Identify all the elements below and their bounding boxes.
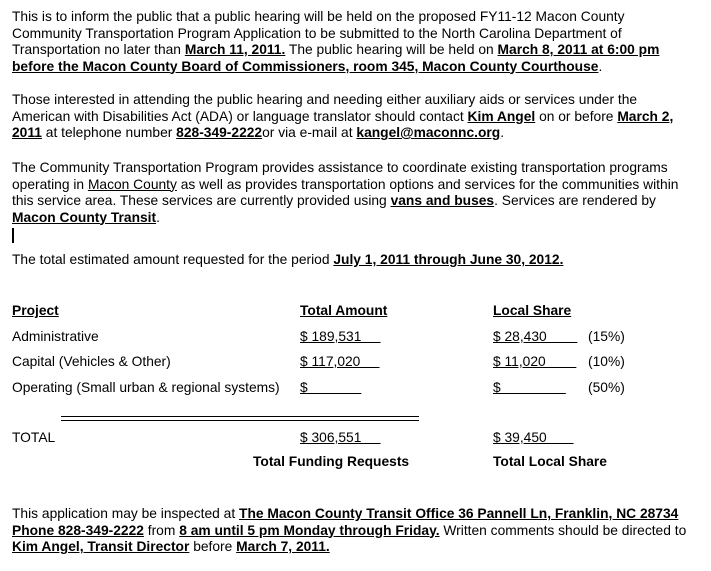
program-text-3: . Services are rendered by bbox=[494, 193, 656, 208]
inspection-text: This application may be inspected at bbox=[12, 506, 240, 521]
notice-paragraph bbox=[12, 9, 697, 75]
notice-text: This is to inform the public that a public hearing will be held on the proposed FY11-12 Macon County Community Transportation Program Application to be submitted to the North Carolina Department of Transportation no later than bbox=[12, 9, 625, 57]
inspection-text-2: from bbox=[143, 522, 180, 538]
punctuation: . bbox=[598, 58, 603, 74]
accessibility-paragraph bbox=[12, 92, 697, 142]
punctuation: . bbox=[500, 125, 505, 140]
row-project: Administrative bbox=[12, 329, 99, 344]
total-divider-top bbox=[61, 416, 419, 417]
period-paragraph bbox=[12, 252, 697, 269]
text-cursor bbox=[12, 228, 14, 243]
director-name: Kim Angel, Transit Director bbox=[12, 539, 190, 554]
row-local-share: $ 11,020 bbox=[493, 354, 577, 369]
submission-deadline: March 11, 2011. bbox=[184, 42, 286, 57]
transit-provider: Macon County Transit bbox=[12, 209, 157, 225]
row-total-amount: $ 189,531 bbox=[300, 329, 381, 344]
inspection-paragraph bbox=[12, 506, 697, 556]
program-text: The Community Transportation Program provides assistance to coordinate existing transportation programs operating in bbox=[12, 160, 668, 192]
header-total-amount: Total Amount bbox=[300, 303, 388, 318]
accessibility-text: Those interested in attending the public hearing and needing either auxiliary aids or services under the American with Disabilities Act (ADA) or language translator should contact bbox=[12, 92, 638, 124]
total-funding-requests-label: Total Funding Requests bbox=[253, 454, 410, 469]
hearing-details: March 8, 2011 at 6:00 pm before the Macon County Board of Commissioners, room 345, Macon County Courthouse bbox=[12, 42, 660, 74]
accessibility-text-2: on or before bbox=[535, 108, 618, 124]
office-hours: 8 am until 5 pm Monday through Friday. bbox=[179, 522, 440, 538]
total-label: TOTAL bbox=[12, 430, 56, 445]
contact-deadline: March 2, 2011 bbox=[12, 108, 674, 140]
comment-deadline: March 7, 2011. bbox=[236, 539, 330, 554]
county-name: Macon County bbox=[87, 176, 177, 192]
row-local-share: $ 28,430 bbox=[493, 329, 578, 344]
punctuation: . bbox=[156, 209, 160, 225]
header-project: Project bbox=[12, 303, 59, 318]
inspection-text-3: Written comments should be directed to bbox=[439, 522, 687, 538]
row-project: Capital (Vehicles & Other) bbox=[12, 354, 171, 369]
total-divider-bottom bbox=[61, 420, 419, 421]
total-amount-value: $ 306,551 bbox=[300, 430, 381, 445]
inspection-text-4: before bbox=[189, 539, 237, 554]
funding-period: July 1, 2011 through June 30, 2012. bbox=[333, 252, 564, 267]
vehicle-types: vans and buses bbox=[390, 193, 495, 208]
contact-email-link[interactable]: kangel@maconnc.org bbox=[356, 125, 501, 140]
accessibility-text-4: or via e-mail at bbox=[262, 125, 357, 140]
row-local-share: $ bbox=[493, 380, 566, 395]
total-local-share-value: $ 39,450 bbox=[493, 430, 574, 445]
row-total-amount: $ bbox=[300, 380, 362, 395]
notice-text-2: The public hearing will be held on bbox=[285, 42, 498, 57]
contact-name: Kim Angel bbox=[467, 108, 536, 124]
row-percentage: (10%) bbox=[588, 354, 625, 369]
program-paragraph bbox=[12, 160, 697, 226]
office-address: The Macon County Transit Office 36 Pannell Ln, Franklin, NC 28734 Phone 828-349-2222 bbox=[12, 506, 679, 538]
row-project: Operating (Small urban & regional systems) bbox=[12, 380, 280, 395]
program-text-2: as well as provides transportation options and services for the communities within this service area. These services are currently provided using bbox=[12, 176, 679, 208]
header-local-share: Local Share bbox=[493, 303, 572, 318]
period-text: The total estimated amount requested for the period bbox=[12, 252, 334, 267]
contact-phone: 828-349-2222 bbox=[176, 125, 263, 140]
total-local-share-label: Total Local Share bbox=[493, 454, 607, 469]
row-total-amount: $ 117,020 bbox=[300, 354, 380, 369]
row-percentage: (50%) bbox=[588, 380, 625, 395]
accessibility-text-3: at telephone number bbox=[41, 125, 177, 140]
row-percentage: (15%) bbox=[588, 329, 625, 344]
